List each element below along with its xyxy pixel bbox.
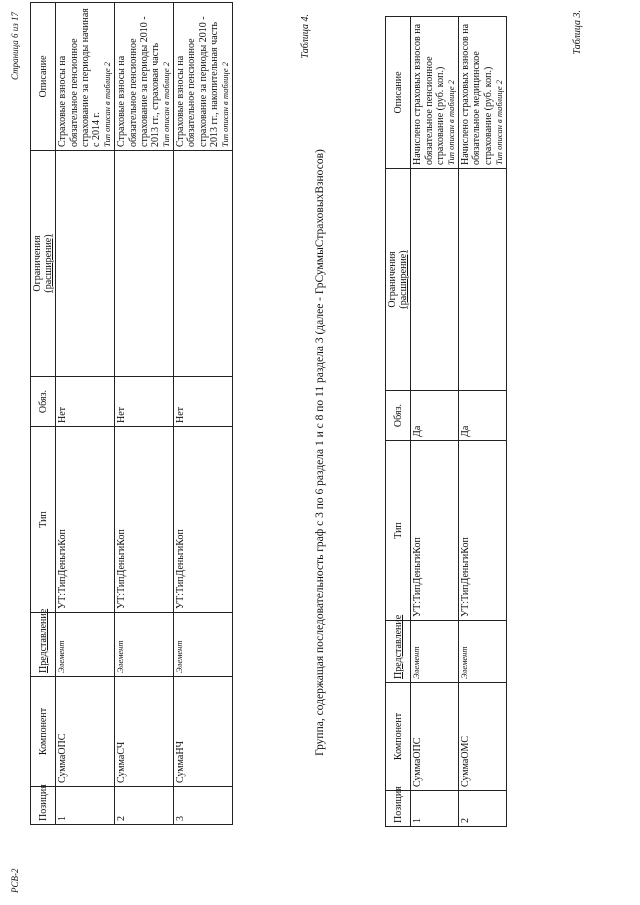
table3-header-pos: Позиция (386, 791, 411, 827)
table4-header-limits-text: Ограничения (32, 235, 43, 292)
page-number: Страница 6 из 17 (10, 12, 20, 80)
table3-row2-note: Тип описан в таблице 2 (493, 80, 504, 165)
table-row (411, 17, 459, 827)
table4-row2-component: СуммаСЧ (115, 677, 174, 787)
table4-row1-component: СуммаОПС (56, 677, 115, 787)
table4-row3-component: СуммаНЧ (174, 677, 233, 787)
table4-row1-desc (56, 3, 115, 151)
table4-header-req: Обяз. (31, 377, 56, 427)
table-3 (385, 16, 507, 827)
table4-row3-desc (174, 3, 233, 151)
table4-header-component: Компонент (31, 677, 56, 787)
table3-row1-type: УТ:ТипДеньгиКоп (411, 441, 459, 621)
table3-row2-pos: 2 (459, 791, 507, 827)
table3-row1-repr: Элемент (411, 621, 459, 683)
table4-header-limits-ext: (расширение) (43, 234, 55, 293)
doc-code: РСВ-2 (10, 868, 20, 893)
table4-row2-limits (115, 151, 174, 377)
table4-header-pos: Позиция (31, 787, 56, 825)
table3-header-type: Тип (386, 441, 411, 621)
table4-row1-limits (56, 151, 115, 377)
table3-header-req: Обяз. (386, 391, 411, 441)
table3-header-repr: Представление (386, 621, 411, 683)
table4-header-desc: Описание (31, 3, 56, 151)
table3-row2-type: УТ:ТипДеньгиКоп (459, 441, 507, 621)
table4-row1-repr: Элемент (56, 613, 115, 677)
table4-row2-desc (115, 3, 174, 151)
table3-row2-desc-text: Начислено страховых взносов на обязательное медицинское страхование (руб. коп.) (460, 23, 494, 165)
table3-caption: Таблица 3. (572, 10, 583, 55)
table3-row2-repr: Элемент (459, 621, 507, 683)
table3-row1-limits (411, 169, 459, 391)
table3-row1-desc-text: Начислено страховых взносов на обязательное пенсионное страхование (руб. коп.) (412, 23, 446, 165)
table4-row2-desc-text: Страховые взносы на обязательное пенсионное страхование за периоды 2010 - 2013 гг., страховая часть (116, 16, 161, 147)
table4-row3-desc-text: Страховые взносы на обязательное пенсионное страхование за периоды 2010 - 2013 гг., накопительная часть (175, 16, 220, 147)
table4-row3-pos: 3 (174, 787, 233, 825)
table3-row2-component: СуммаОМС (459, 683, 507, 791)
table4-row1-pos: 1 (56, 787, 115, 825)
table3-row1-desc (411, 17, 459, 169)
table4-row3-req: Нет (174, 377, 233, 427)
table4-row1-note: Тип описан в таблице 2 (102, 62, 113, 147)
table3-row1-component: СуммаОПС (411, 683, 459, 791)
table-row (56, 3, 115, 825)
table3-row1-req: Да (411, 391, 459, 441)
table3-row1-note: Тип описан в таблице 2 (445, 80, 456, 165)
table4-row1-type: УТ:ТипДеньгиКоп (56, 427, 115, 613)
table-row (115, 3, 174, 825)
table3-header-limits-ext: (расширение) (398, 250, 410, 309)
table3-row2-limits (459, 169, 507, 391)
table4-row3-repr: Элемент (174, 613, 233, 677)
table4-row2-type: УТ:ТипДеньгиКоп (115, 427, 174, 613)
table4-header-type: Тип (31, 427, 56, 613)
table4-caption: Таблица 4. (300, 14, 311, 59)
table4-row2-req: Нет (115, 377, 174, 427)
table3-header-desc: Описание (386, 17, 411, 169)
table4-row1-req: Нет (56, 377, 115, 427)
table3-row1-pos: 1 (411, 791, 459, 827)
table4-header-repr: Представление (31, 613, 56, 677)
table-4 (30, 2, 233, 825)
table3-row2-desc (459, 17, 507, 169)
table3-header-limits-text: Ограничения (387, 251, 398, 308)
table-row (174, 3, 233, 825)
table4-row2-pos: 2 (115, 787, 174, 825)
table4-row3-limits (174, 151, 233, 377)
table3-header-component: Компонент (386, 683, 411, 791)
table4-row2-repr: Элемент (115, 613, 174, 677)
table4-row3-note: Тип описан в таблице 2 (220, 62, 230, 147)
table4-row3-type: УТ:ТипДеньгиКоп (174, 427, 233, 613)
group-title: Группа, содержащая последовательность граф с 3 по 6 раздела 1 и с 8 по 11 раздела 3 (далее - ГрСуммыСтраховыхВзносов) (314, 149, 326, 756)
table-row (459, 17, 507, 827)
table4-header-limits (31, 151, 56, 377)
table3-header-row (386, 17, 411, 827)
table4-header-row (31, 3, 56, 825)
table3-header-limits (386, 169, 411, 391)
table4-row1-desc-text: Страховые взносы на обязательное пенсионное страхование за периоды начиная с 2014 г. (57, 8, 102, 147)
table3-row2-req: Да (459, 391, 507, 441)
table4-row2-note: Тип описан в таблице 2 (161, 62, 172, 147)
